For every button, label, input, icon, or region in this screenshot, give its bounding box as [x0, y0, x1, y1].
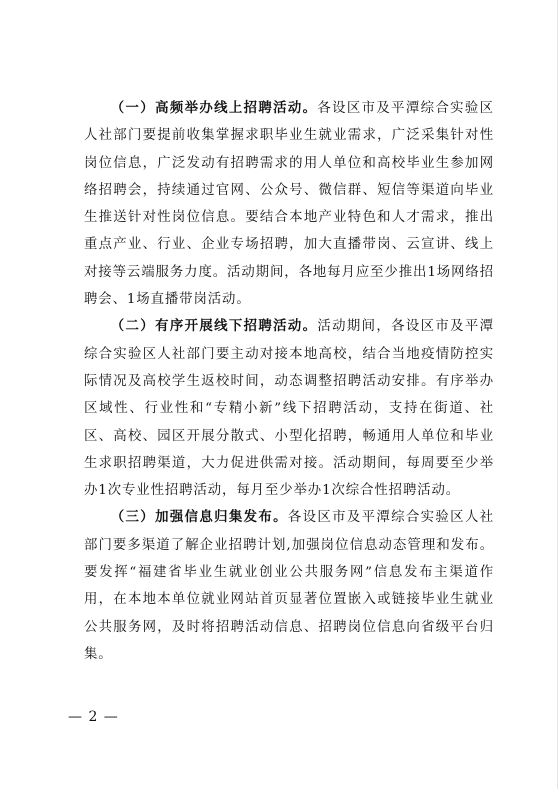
paragraph-offline-recruitment — [84, 313, 494, 504]
paragraph-text: 各设区市及平潭综合实验区人社部门要多渠道了解企业招聘计划,加强岗位信息动态管理和发布。要发挥“福建省毕业生就业创业公共服务网”信息发布主渠道作用，在本地本单位就业网站首页显著位置嵌入或链接毕业生就业公共服务网，及时将招聘活动信息、招聘岗位信息向省级平台归集。 — [84, 510, 494, 662]
paragraph-heading: （一）高频举办线上招聘活动。 — [110, 100, 318, 116]
paragraph-text: 各设区市及平潭综合实验区人社部门要提前收集掌握求职毕业生就业需求，广泛采集针对性岗位信息，广泛发动有招聘需求的用人单位和高校毕业生参加网络招聘会，持续通过官网、公众号、微信群、短信等渠道向毕业生推送针对性岗位信息。要结合本地产业特色和人才需求，推出重点产业、行业、企业专场招聘，加大直播带岗、云宣讲、线上对接等云端服务力度。活动期间，各地每月应至少推出1场网络招聘会、1场直播带岗活动。 — [84, 101, 494, 308]
paragraph-heading: （三）加强信息归集发布。 — [110, 509, 288, 526]
paragraph-online-recruitment — [84, 95, 494, 313]
paragraph-information-release — [84, 504, 494, 668]
paragraph-heading: （二）有序开展线下招聘活动。 — [110, 318, 318, 335]
paragraph-text: 活动期间，各设区市及平潭综合实验区人社部门要主动对接本地高校，结合当地疫情防控实际情况及高校学生返校时间，动态调整招聘活动安排。有序举办区域性、行业性和“专精小新”线下招聘活动，支持在街道、社区、高校、园区开展分散式、小型化招聘，畅通用人单位和毕业生求职招聘渠道，大力促进供需对接。活动期间，每周要至少举办1次专业性招聘活动，每月至少举办1次综合性招聘活动。 — [84, 319, 494, 499]
page-number: — 2 — — [68, 709, 119, 725]
document-body — [84, 95, 494, 668]
